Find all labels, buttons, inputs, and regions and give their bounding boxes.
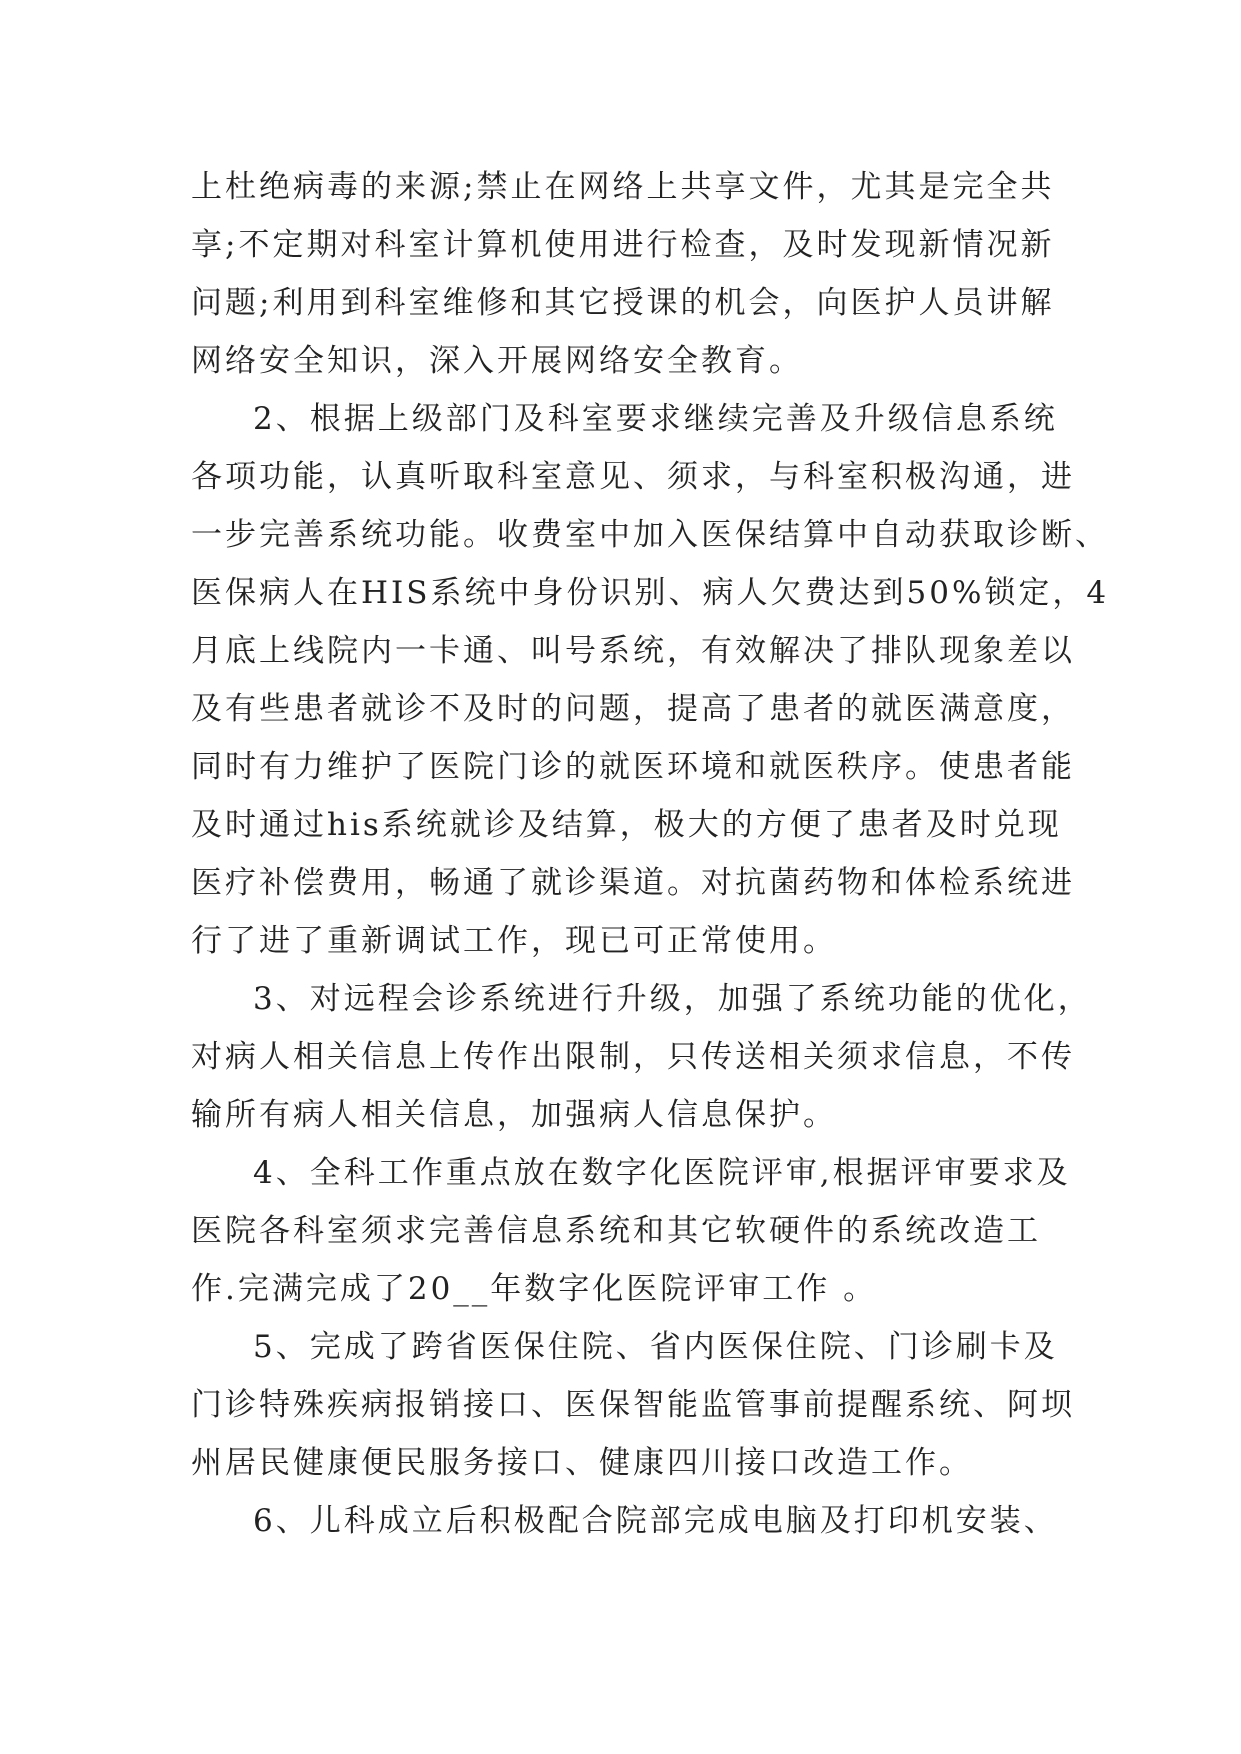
text-line: 月底上线院内一卡通、叫号系统，有效解决了排队现象差以 (191, 633, 1075, 669)
text-line: 网络安全知识，深入开展网络安全教育。 (191, 343, 803, 379)
paragraph-5-first-line: 5、完成了跨省医保住院、省内医保住院、门诊刷卡及 (253, 1329, 1058, 1365)
text-line: 一步完善系统功能。收费室中加入医保结算中自动获取诊断、 (191, 517, 1109, 553)
text-line: 享;不定期对科室计算机使用进行检查，及时发现新情况新 (191, 227, 1055, 263)
text-line: 及时通过his系统就诊及结算，极大的方便了患者及时兑现 (191, 807, 1062, 843)
paragraph-2-first-line: 2、根据上级部门及科室要求继续完善及升级信息系统 (253, 401, 1058, 437)
paragraph-4-first-line: 4、全科工作重点放在数字化医院评审,根据评审要求及 (253, 1155, 1071, 1191)
text-line: 输所有病人相关信息，加强病人信息保护。 (191, 1097, 837, 1133)
text-line: 州居民健康便民服务接口、健康四川接口改造工作。 (191, 1445, 973, 1481)
text-line: 问题;利用到科室维修和其它授课的机会，向医护人员讲解 (191, 285, 1055, 321)
text-line: 对病人相关信息上传作出限制，只传送相关须求信息，不传 (191, 1039, 1075, 1075)
text-line: 行了进了重新调试工作，现已可正常使用。 (191, 923, 837, 959)
paragraph-6-first-line: 6、儿科成立后积极配合院部完成电脑及打印机安装、 (253, 1503, 1058, 1539)
text-line: 各项功能，认真听取科室意见、须求，与科室积极沟通，进 (191, 459, 1075, 495)
paragraph-3-first-line: 3、对远程会诊系统进行升级，加强了系统功能的优化， (253, 981, 1092, 1017)
text-line: 医院各科室须求完善信息系统和其它软硬件的系统改造工 (191, 1213, 1041, 1249)
document-body (191, 158, 1110, 1550)
text-line: 及有些患者就诊不及时的问题，提高了患者的就医满意度， (191, 691, 1075, 727)
text-line: 门诊特殊疾病报销接口、医保智能监管事前提醒系统、阿坝 (191, 1387, 1075, 1423)
text-line: 同时有力维护了医院门诊的就医环境和就医秩序。使患者能 (191, 749, 1075, 785)
text-line: 医疗补偿费用，畅通了就诊渠道。对抗菌药物和体检系统进 (191, 865, 1075, 901)
text-line: 医保病人在HIS系统中身份识别、病人欠费达到50%锁定，4 (191, 575, 1110, 611)
text-line: 上杜绝病毒的来源;禁止在网络上共享文件，尤其是完全共 (191, 169, 1055, 205)
text-line: 作.完满完成了20__年数字化医院评审工作 。 (191, 1271, 878, 1307)
